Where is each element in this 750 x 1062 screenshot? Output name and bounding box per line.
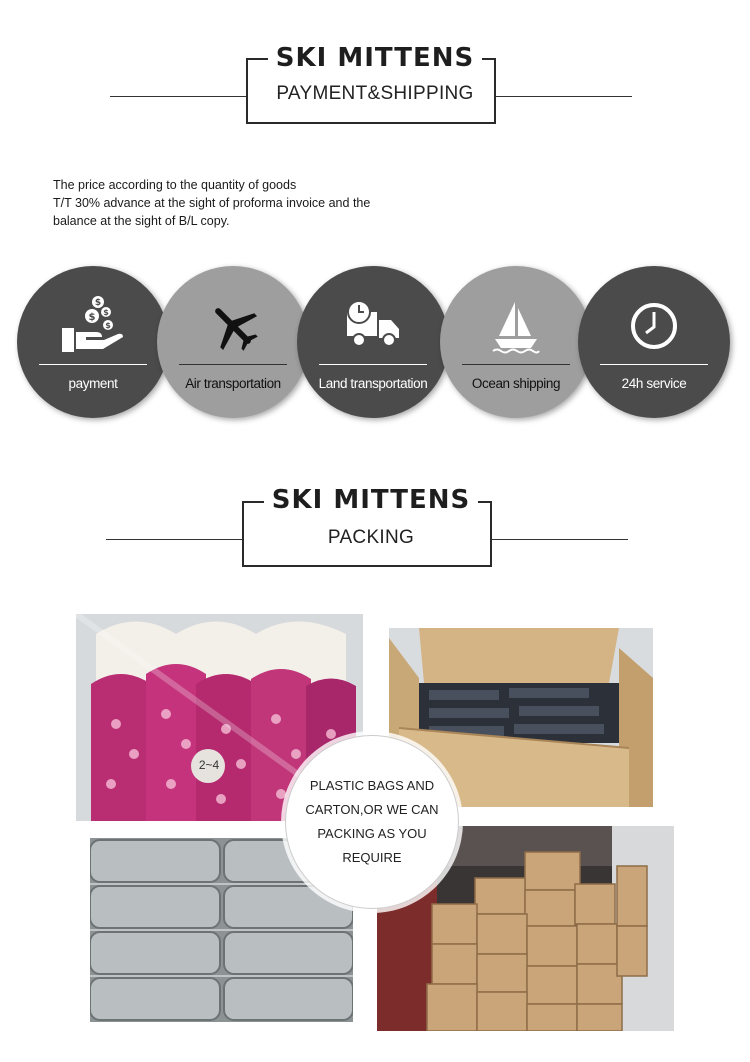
service-air [157, 266, 309, 418]
svg-text:$: $ [88, 312, 96, 323]
packing-note-line: REQUIRE [342, 850, 402, 865]
svg-text:$: $ [103, 308, 109, 317]
airplane-icon [157, 294, 309, 358]
clock-icon [578, 294, 730, 358]
service-label: Ocean shipping [471, 376, 561, 391]
service-payment [17, 266, 169, 418]
service-label: 24h service [621, 376, 687, 391]
divider [179, 364, 287, 365]
service-ocean [440, 266, 592, 418]
terms-line: The price according to the quantity of goods [53, 178, 297, 192]
svg-text:$: $ [105, 321, 111, 330]
terms-line: T/T 30% advance at the sight of proforma invoice and the [53, 196, 371, 210]
section-brand: SKI MITTENS [0, 485, 750, 515]
truck-icon [297, 294, 449, 358]
divider [39, 364, 147, 365]
packing-note-line: CARTON,OR WE CAN [305, 802, 439, 817]
section-brand: SKI MITTENS [0, 43, 750, 73]
service-label: Land transportation [318, 376, 428, 391]
payment-terms [53, 176, 413, 230]
service-24h [578, 266, 730, 418]
service-land [297, 266, 449, 418]
terms-line: balance at the sight of B/L copy. [53, 214, 230, 228]
money-hand-icon [17, 294, 169, 358]
packing-note-line: PACKING AS YOU [317, 826, 427, 841]
section-subtitle: PAYMENT&SHIPPING [276, 83, 474, 104]
service-label: payment [68, 376, 118, 391]
svg-text:$: $ [94, 298, 102, 308]
size-tag: 2~4 [198, 758, 220, 772]
divider [462, 364, 570, 365]
packing-note-line: PLASTIC BAGS AND [309, 778, 435, 793]
divider [600, 364, 708, 365]
service-label: Air transportation [185, 376, 281, 391]
sailboat-icon [440, 294, 592, 358]
section-subtitle: PACKING [327, 527, 415, 548]
packing-note [285, 735, 459, 909]
divider [319, 364, 427, 365]
